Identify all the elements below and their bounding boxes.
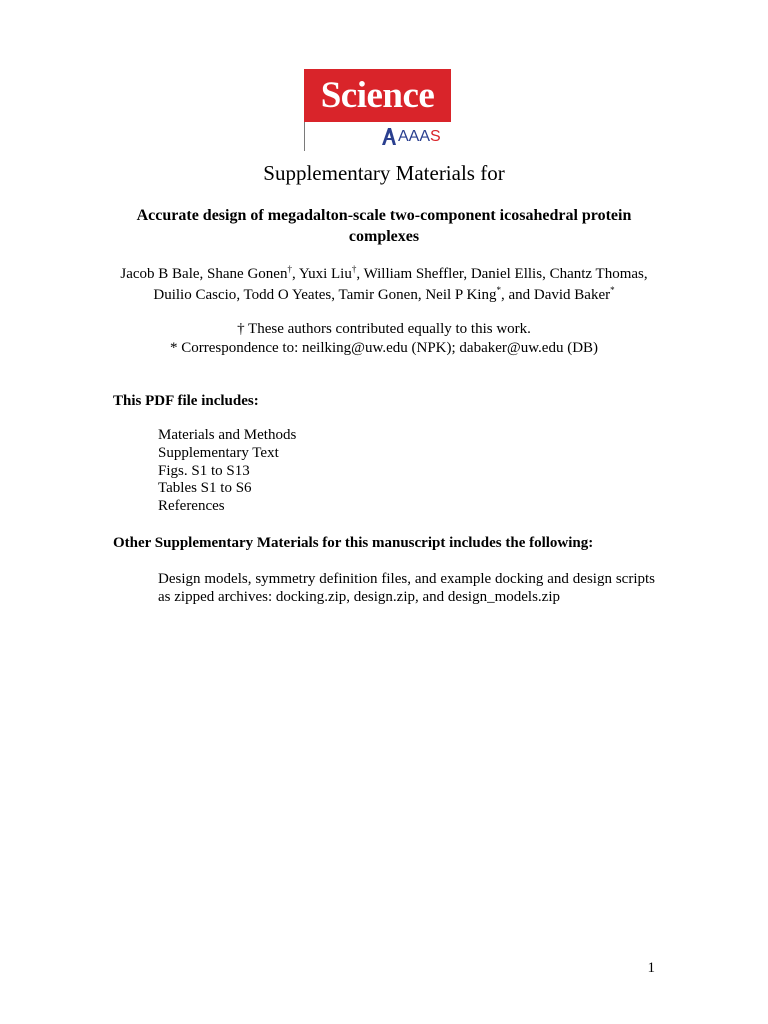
includes-list bbox=[158, 427, 296, 516]
aaas-a-icon bbox=[381, 127, 397, 145]
includes-heading: This PDF file includes: bbox=[113, 393, 259, 409]
author-name: Chantz Thomas bbox=[549, 266, 644, 282]
page-number: 1 bbox=[647, 960, 655, 976]
aaas-letters: AAA bbox=[398, 128, 431, 145]
correspondence-note: * Correspondence to: neilking@uw.edu (NPK); dabaker@uw.edu (DB) bbox=[169, 340, 599, 356]
science-wordmark: Science bbox=[304, 69, 451, 122]
author-mark: * bbox=[610, 285, 615, 295]
list-item: Materials and Methods bbox=[158, 427, 297, 443]
author-name: Neil P King bbox=[425, 287, 497, 303]
author-mark: * bbox=[496, 285, 501, 295]
author-name: Shane Gonen bbox=[207, 266, 288, 282]
author-mark: † bbox=[351, 264, 357, 274]
other-materials-heading: Other Supplementary Materials for this manuscript includes the following: bbox=[113, 535, 594, 551]
author-name: Tamir Gonen bbox=[338, 287, 418, 303]
supplementary-title: Supplementary Materials for bbox=[263, 161, 505, 185]
author-name: David Baker bbox=[533, 287, 611, 303]
author-mark: † bbox=[287, 264, 292, 274]
author-list: Jacob B Bale, Shane Gonen†, Yuxi Liu†, William Sheffler, Daniel Ellis, Chantz Thomas, Duilio Cascio, Todd O Yeates, Tamir Gonen, Neil P King*, and David Baker* bbox=[120, 264, 648, 303]
logo-divider bbox=[304, 122, 305, 151]
aaas-wordmark bbox=[381, 127, 441, 147]
author-name: Yuxi Liu bbox=[298, 266, 352, 282]
author-notes bbox=[0, 320, 768, 358]
list-item: References bbox=[158, 498, 225, 515]
author-name: Todd O Yeates bbox=[243, 287, 332, 303]
aaas-last-letter: S bbox=[430, 128, 441, 145]
list-item: Figs. S1 to S13 bbox=[158, 462, 250, 479]
author-name: William Sheffler bbox=[363, 266, 464, 282]
author-name: Duilio Cascio bbox=[153, 287, 237, 303]
equal-contribution-note: † These authors contributed equally to this work. bbox=[237, 321, 531, 337]
author-name: Jacob B Bale bbox=[120, 266, 200, 282]
science-aaas-logo bbox=[304, 69, 451, 151]
list-item: Supplementary Text bbox=[158, 444, 279, 461]
list-item: Tables S1 to S6 bbox=[158, 480, 252, 497]
paper-title: Accurate design of megadalton-scale two-component icosahedral protein complexes bbox=[136, 207, 632, 245]
other-materials-text: Design models, symmetry definition files, and example docking and design scripts as zipped archives: docking.zip, design.zip, and design_models.zip bbox=[158, 571, 655, 605]
author-name: Daniel Ellis bbox=[470, 266, 543, 282]
